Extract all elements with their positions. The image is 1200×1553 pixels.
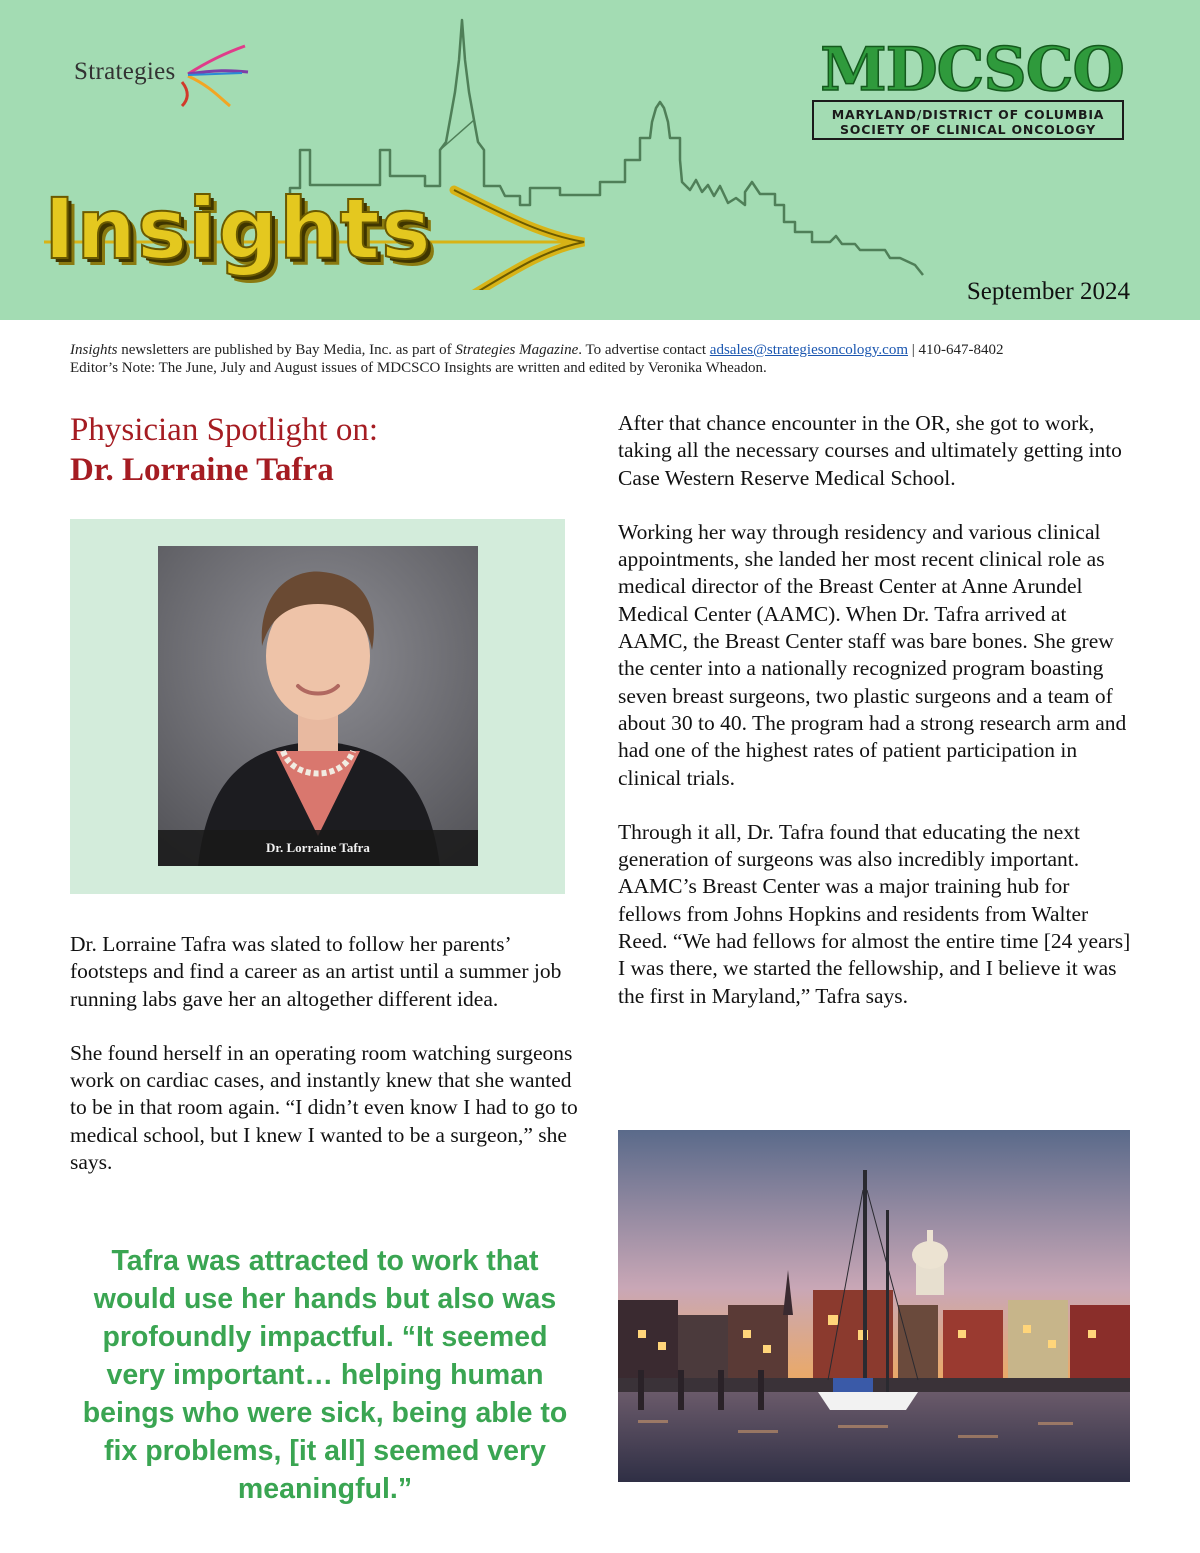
issue-date: September 2024	[966, 278, 1130, 305]
org-name-line-2: SOCIETY OF CLINICAL ONCOLOGY	[840, 122, 1096, 137]
spotlight-label: Physician Spotlight on:	[70, 412, 379, 448]
ad-sales-email-link[interactable]: adsales@strategiesoncology.com	[709, 342, 908, 358]
org-name-box	[812, 100, 1124, 140]
right-paragraph-3: Through it all, Dr. Tafra found that educating the next generation of surgeons was also incredibly important. AAMC’s Breast Center was a major training hub for fellows from Johns Hopkins and residents from Walter Reed. “We had fellows for almost the entire time [24 years] I was there, we started the fellowship, and I believe it was the first in Maryland,” Tafra says.	[618, 819, 1131, 1008]
right-paragraph-1: After that chance encounter in the OR, she got to work, taking all the necessary courses and ultimately getting into Case Western Reserve Medical School.	[618, 411, 1122, 490]
insights-italic: Insights	[70, 342, 118, 358]
left-paragraph-1: Dr. Lorraine Tafra was slated to follow her parents’ footsteps and find a career as an artist until a summer job running labs gave her an altogether different idea.	[70, 932, 562, 1011]
portrait-photo	[158, 546, 478, 866]
magazine-italic: Strategies Magazine	[455, 342, 579, 358]
org-acronym: MDCSCO	[820, 35, 1124, 105]
publisher-text-1: newsletters are published by Bay Media, Inc. as part of	[117, 342, 456, 358]
photo-caption: Dr. Lorraine Tafra	[158, 830, 478, 866]
strategies-logo-text: Strategies	[74, 58, 176, 85]
left-paragraph-2: She found herself in an operating room watching surgeons work on cardiac cases, and instantly knew that she wanted to be in that room again. “I didn’t even know I had to go to medical school, but I knew I wanted to be a surgeon,” she says.	[70, 1040, 578, 1175]
publisher-text-2: . To advertise contact	[578, 342, 710, 358]
right-column-body	[618, 410, 1138, 1037]
left-column-body	[70, 931, 590, 1203]
publisher-line	[70, 341, 1140, 359]
org-name-line-1: MARYLAND/DISTRICT OF COLUMBIA	[831, 107, 1105, 122]
pull-quote: Tafra was attracted to work that would use her hands but also was profoundly impactful. “It seemed very important… helping human beings who were sick, being able to fix problems, [it all] seemed very meaningful.”	[82, 1245, 568, 1505]
portrait-frame	[70, 519, 565, 894]
editor-note: Editor’s Note: The June, July and August issues of MDCSCO Insights are written and edited by Veronika Wheadon.	[70, 360, 767, 376]
publication-note	[70, 341, 1140, 377]
right-paragraph-2: Working her way through residency and various clinical appointments, she landed her most recent clinical role as medical director of the Breast Center at Anne Arundel Medical Center (AAMC). When Dr. Tafra arrived at AAMC, the Breast Center staff was bare bones. She grew the center into a nationally recognized program boasting seven breast surgeons, two plastic surgeons and a team of about 30 to 40. The program had a strong research arm and had one of the highest rates of patient participation in clinical trials.	[618, 519, 1127, 790]
insights-logo-text: Insights	[44, 180, 432, 278]
spotlight-name: Dr. Lorraine Tafra	[70, 452, 334, 488]
harbor-photo	[618, 1130, 1130, 1482]
publisher-text-3: | 410-647-8402	[908, 342, 1004, 358]
header-banner	[0, 0, 1200, 320]
harbor-illustration	[618, 1130, 1130, 1482]
portrait-illustration	[158, 546, 478, 866]
